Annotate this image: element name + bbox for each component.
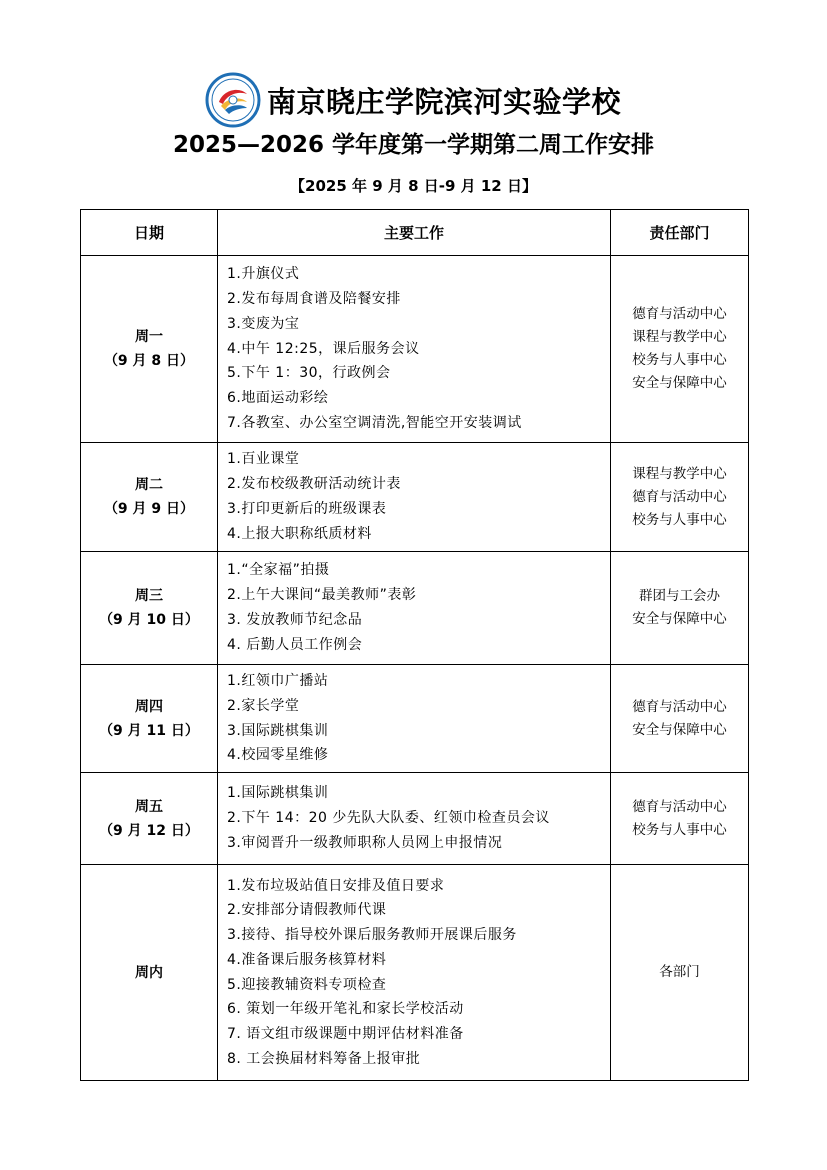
dept-cell: [611, 552, 749, 665]
task-item: 1.发布垃圾站值日安排及值日要求: [227, 877, 445, 894]
task-item: 4.校园零星维修: [227, 747, 329, 764]
tasks-cell: [218, 773, 611, 865]
tasks-cell: [218, 256, 611, 443]
day-date: （9 月 11 日）: [99, 722, 199, 739]
dept-cell: [611, 865, 749, 1081]
task-item: 1.红领巾广播站: [227, 673, 329, 689]
task-item: 2.下午 14：20 少先队大队委、红领巾检查员会议: [227, 810, 550, 827]
task-item: 7. 语文组市级课题中期评估材料准备: [227, 1026, 464, 1043]
day-label: 周四: [135, 698, 163, 715]
day-cell: [81, 773, 218, 865]
task-item: 3.审阅晋升一级教师职称人员网上申报情况: [227, 835, 503, 852]
tasks-cell: [218, 865, 611, 1081]
task-item: 1.升旗仪式: [227, 266, 300, 283]
task-item: 5.迎接教辅资料专项检查: [227, 976, 387, 993]
dept-cell: [611, 773, 749, 865]
task-item: 3. 发放教师节纪念品: [227, 612, 363, 628]
task-item: 1.“全家福”拍摄: [227, 562, 330, 579]
table-row: [81, 256, 749, 443]
day-label: 周五: [135, 798, 163, 815]
tasks-cell: [218, 443, 611, 552]
task-item: 6. 策划一年级开笔礼和家长学校活动: [227, 1001, 464, 1018]
task-item: 1.国际跳棋集训: [227, 785, 329, 802]
dept-item: 群团与工会办: [639, 588, 720, 604]
dept-item: 校务与人事中心: [632, 352, 727, 368]
task-item: 4.上报大职称纸质材料: [227, 525, 372, 542]
day-date: （9 月 12 日）: [99, 822, 199, 839]
day-date: （9 月 9 日）: [103, 501, 195, 517]
tasks-cell: [218, 552, 611, 665]
table-row: [81, 665, 749, 773]
task-item: 3.国际跳棋集训: [227, 722, 329, 739]
task-item: 6.地面运动彩绘: [227, 390, 329, 407]
day-cell: [81, 665, 218, 773]
header-work: 主要工作: [218, 210, 611, 256]
dept-item: 校务与人事中心: [632, 511, 727, 528]
task-item: 5.下午 1：30，行政例会: [227, 365, 391, 382]
day-cell: [81, 256, 218, 443]
dept-item: 德育与活动中心: [632, 698, 727, 715]
dept-cell: [611, 665, 749, 773]
day-label: 周内: [135, 964, 163, 981]
tasks-cell: [218, 665, 611, 773]
task-item: 3.打印更新后的班级课表: [227, 501, 387, 517]
task-item: 7.各教室、办公室空调清洗,智能空开安装调试: [227, 414, 522, 431]
dept-item: 课程与教学中心: [632, 465, 727, 482]
header-dept: 责任部门: [611, 210, 749, 256]
page-title: 2025—2026 学年度第一学期第二周工作安排: [172, 132, 655, 158]
day-label: 周三: [135, 588, 163, 604]
school-name: 南京晓庄学院滨河实验学校: [267, 84, 622, 119]
task-item: 2.家长学堂: [227, 697, 300, 714]
table-header-row: [81, 210, 749, 256]
table-row: [81, 773, 749, 865]
dept-cell: [611, 256, 749, 443]
dept-item: 安全与保障中心: [632, 721, 727, 738]
day-cell: [81, 443, 218, 552]
dept-item: 校务与人事中心: [632, 821, 727, 838]
dept-item: 安全与保障中心: [632, 375, 727, 391]
day-label: 周一: [135, 329, 163, 345]
day-label: 周二: [135, 477, 163, 493]
school-banner: [205, 70, 621, 130]
dept-cell: [611, 443, 749, 552]
day-date: （9 月 8 日）: [103, 353, 195, 369]
dept-item: 安全与保障中心: [632, 611, 727, 627]
task-item: 8. 工会换届材料筹备上报审批: [227, 1051, 421, 1068]
task-item: 2.发布校级教研活动统计表: [227, 476, 401, 493]
school-logo-icon: [205, 72, 261, 128]
task-item: 4.中午 12:25，课后服务会议: [227, 340, 420, 357]
date-range: 【2025 年 9 月 8 日-9 月 12 日】: [290, 177, 537, 195]
schedule-table: [80, 209, 749, 1081]
task-item: 3.接待、指导校外课后服务教师开展课后服务: [227, 927, 517, 944]
day-cell: [81, 865, 218, 1081]
table-row: [81, 552, 749, 665]
task-item: 2.上午大课间“最美教师”表彰: [227, 587, 417, 604]
task-item: 2.发布每周食谱及陪餐安排: [227, 291, 401, 307]
dept-item: 德育与活动中心: [632, 306, 727, 322]
header-date: 日期: [81, 210, 218, 256]
dept-item: 德育与活动中心: [632, 488, 727, 505]
task-item: 3.变废为宝: [227, 315, 300, 332]
table-row: [81, 865, 749, 1081]
task-item: 4.准备课后服务核算材料: [227, 951, 387, 968]
task-item: 4. 后勤人员工作例会: [227, 636, 363, 653]
table-row: [81, 443, 749, 552]
dept-item: 课程与教学中心: [632, 329, 727, 345]
task-item: 2.安排部分请假教师代课: [227, 902, 387, 919]
dept-item: 德育与活动中心: [632, 798, 727, 815]
task-item: 1.百业课堂: [227, 451, 300, 468]
dept-item: 各部门: [659, 964, 700, 981]
day-date: （9 月 10 日）: [99, 612, 199, 628]
day-cell: [81, 552, 218, 665]
